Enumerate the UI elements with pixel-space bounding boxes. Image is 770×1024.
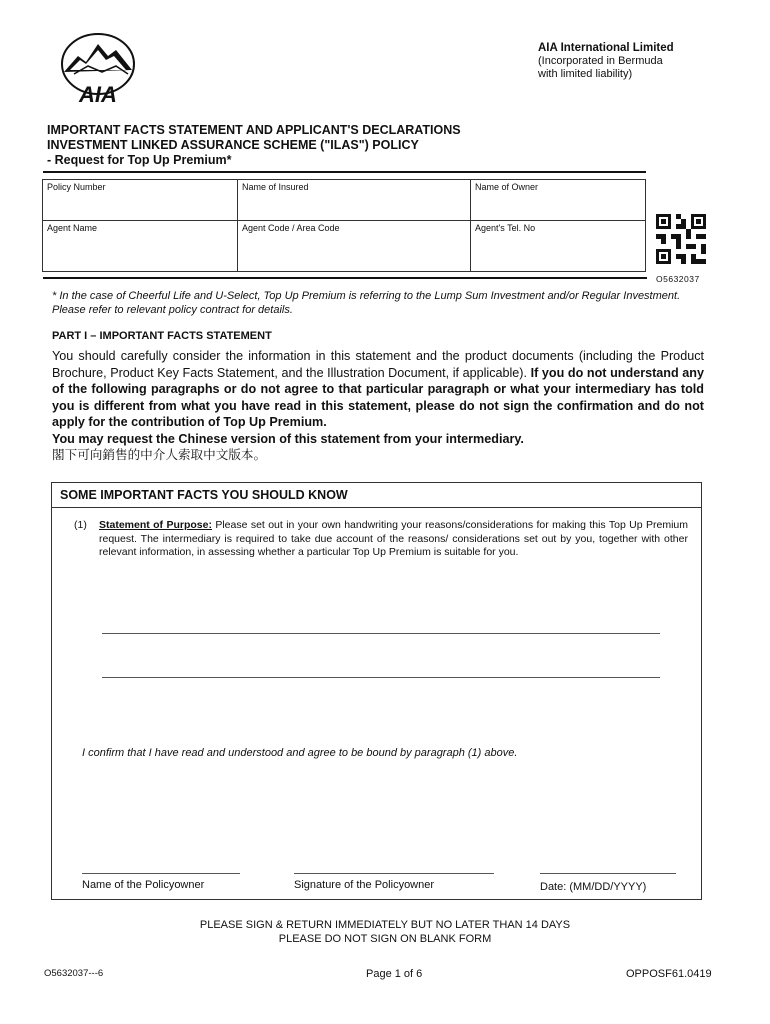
qr-code-label: O5632037 xyxy=(656,274,700,284)
para-text: Please set out in your own handwriting your reasons/considerations for making this Top Up Premium request. The intermediary is required to take due account of the reasons/ considerations set out by you, together with other relevant information, in assessing whether a particular Top Up Premium is suitable for you. xyxy=(99,519,688,558)
confirmation-text: I confirm that I have read and understood and agree to be bound by paragraph (1) above. xyxy=(82,747,518,759)
handwriting-line-1[interactable] xyxy=(102,633,660,634)
agent-tel-field[interactable] xyxy=(471,221,646,272)
policy-number-label: Policy Number xyxy=(47,182,106,192)
policy-number-field[interactable] xyxy=(43,180,238,221)
name-signature-line[interactable] xyxy=(82,873,240,874)
intro-chinese-request: You may request the Chinese version of this statement from your intermediary. xyxy=(52,431,524,446)
title-rule xyxy=(43,171,646,173)
para-number: (1) xyxy=(74,519,87,531)
company-name: AIA International Limited xyxy=(538,42,674,54)
date-label: Date: (MM/DD/YYYY) xyxy=(540,881,647,893)
title-line2: INVESTMENT LINKED ASSURANCE SCHEME ("ILAS") POLICY xyxy=(47,138,419,152)
company-line2: (Incorporated in Bermuda xyxy=(538,55,663,67)
table-bottom-rule xyxy=(43,277,647,279)
footer-line1: PLEASE SIGN & RETURN IMMEDIATELY BUT NO LATER THAN 14 DAYS xyxy=(199,919,571,931)
facts-box-heading: SOME IMPORTANT FACTS YOU SHOULD KNOW xyxy=(52,483,701,508)
name-of-owner-label: Name of Owner xyxy=(475,182,539,192)
date-line[interactable] xyxy=(540,873,676,874)
document-title xyxy=(47,123,461,168)
company-block xyxy=(538,42,674,81)
company-line3: with limited liability) xyxy=(538,68,633,80)
policyowner-signature-label: Signature of the Policyowner xyxy=(294,879,435,891)
name-of-insured-label: Name of Insured xyxy=(242,182,309,192)
policyowner-name-label: Name of the Policyowner xyxy=(82,879,205,891)
footer-line2: PLEASE DO NOT SIGN ON BLANK FORM xyxy=(278,933,492,945)
agent-code-label: Agent Code / Area Code xyxy=(242,223,340,233)
form-code-left: O5632037---6 xyxy=(44,968,104,979)
agent-name-label: Agent Name xyxy=(47,223,98,233)
agent-name-field[interactable] xyxy=(43,221,238,272)
part-heading: PART I – IMPORTANT FACTS STATEMENT xyxy=(52,330,272,342)
agent-code-field[interactable] xyxy=(238,221,471,272)
name-of-insured-field[interactable] xyxy=(238,180,471,221)
form-code-right: OPPOSF61.0419 xyxy=(626,968,712,980)
agent-tel-label: Agent's Tel. No xyxy=(475,223,536,233)
title-line1: IMPORTANT FACTS STATEMENT AND APPLICANT'S DECLARATIONS xyxy=(47,123,461,137)
handwriting-line-2[interactable] xyxy=(102,677,660,678)
intro-normal: You should carefully consider the information in this statement and the product documents (including the Product Brochure, Product Key Facts Statement, and the Illustration Document, if applicable). xyxy=(52,349,704,380)
page-number: Page 1 of 6 xyxy=(366,968,423,980)
intro-chinese: 閣下可向銷售的中介人索取中文版本。 xyxy=(52,448,267,462)
intro-bold: If you do not understand any of the following paragraphs or do not agree to that particular paragraph or what your intermediary has told you is different from what you have read in this statement, please do not sign the confirmation and do not apply for the contribution of Top Up Premium. xyxy=(52,365,704,429)
aia-logo xyxy=(56,30,140,108)
intro-text xyxy=(52,348,704,464)
facts-box xyxy=(51,482,702,900)
signature-line[interactable] xyxy=(294,873,494,874)
qr-code xyxy=(656,214,706,264)
policy-info-table xyxy=(42,179,646,272)
statement-of-purpose xyxy=(74,519,688,560)
footnote: * In the case of Cheerful Life and U-Select, Top Up Premium is referring to the Lump Sum Investment and/or Regular Investment. Please refer to relevant policy contract for details. xyxy=(52,290,681,316)
title-line3: - Request for Top Up Premium* xyxy=(47,153,232,167)
para-lead: Statement of Purpose: xyxy=(99,519,212,531)
name-of-owner-field[interactable] xyxy=(471,180,646,221)
logo-text: AIA xyxy=(79,82,117,107)
